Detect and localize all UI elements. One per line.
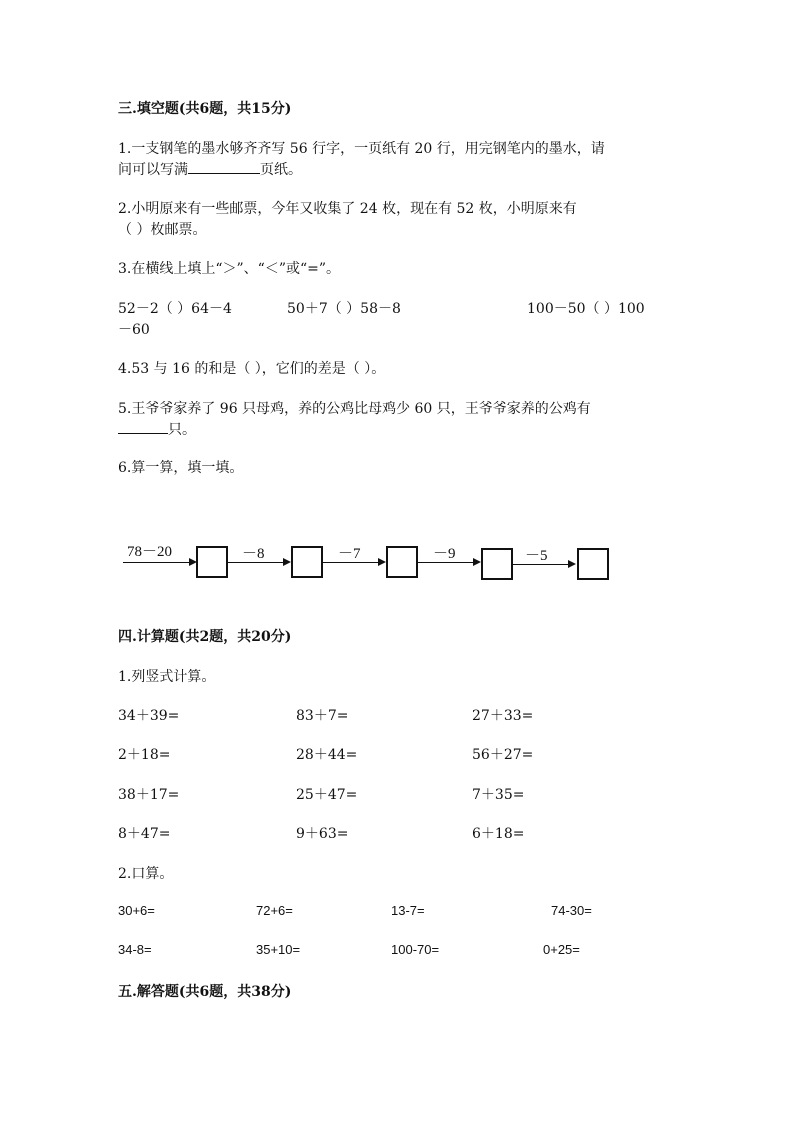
mental-item: 35+10= [256, 942, 301, 957]
q5-line1: 5.王爷爷家养了 96 只母鸡，养的公鸡比母鸡少 60 只，王爷爷家养的公鸡有 [118, 401, 591, 417]
q1-line2-suffix: 页纸。 [260, 162, 302, 178]
q1-line1: 1.一支钢笔的墨水够齐齐写 56 行字，一页纸有 20 行，用完钢笔内的墨水，请 [118, 141, 605, 157]
q1-line2-prefix: 问可以写满 [118, 162, 188, 178]
mental-item: 74-30= [551, 903, 592, 918]
chain-arrow [123, 562, 195, 563]
calc-item: 56＋27= [472, 747, 534, 763]
chain-start-expression: 78－20 [127, 544, 173, 560]
answer-box [291, 546, 323, 578]
mental-item: 34-8= [118, 942, 152, 957]
chain-arrow [418, 562, 479, 563]
mental-item: 30+6= [118, 903, 155, 918]
chain-arrow [513, 564, 574, 565]
calc-item: 25＋47= [296, 787, 358, 803]
q5-line2 [118, 419, 196, 439]
s4-q2-title: 2.口算。 [118, 866, 174, 882]
mental-item: 72+6= [256, 903, 293, 918]
answer-blank [118, 432, 168, 434]
section4-title: 四.计算题(共2题，共20分) [118, 629, 292, 645]
answer-box [196, 546, 228, 578]
calc-item: 83＋7= [296, 708, 349, 724]
chain-op: －8 [242, 546, 265, 562]
s4-q1-title: 1.列竖式计算。 [118, 669, 216, 685]
q2-line1: 2.小明原来有一些邮票，今年又收集了 24 枚，现在有 52 枚，小明原来有 [118, 201, 577, 217]
calc-item: 38＋17= [118, 787, 180, 803]
calc-item: 8＋47= [118, 826, 171, 842]
q3-item-3: 100－50（ ）100 [527, 301, 645, 317]
answer-box [481, 548, 513, 580]
chain-arrow [323, 562, 384, 563]
section5-title: 五.解答题(共6题，共38分) [118, 984, 292, 1000]
q5-line2-suffix: 只。 [168, 422, 196, 438]
chain-arrow [228, 562, 289, 563]
q3-item-3-wrap: －60 [118, 322, 150, 338]
q2-line2: （ ）枚邮票。 [118, 222, 207, 238]
calc-item: 7＋35= [472, 787, 525, 803]
calc-item: 27＋33= [472, 708, 534, 724]
answer-box [386, 546, 418, 578]
calc-item: 34＋39= [118, 708, 180, 724]
chain-op: －9 [433, 546, 456, 562]
mental-item: 0+25= [543, 942, 580, 957]
mental-item: 100-70= [391, 942, 440, 957]
q3-line1: 3.在横线上填上“＞”、“＜”或“=”。 [118, 261, 341, 277]
mental-item: 13-7= [391, 903, 425, 918]
answer-box [577, 548, 609, 580]
chain-op: －7 [338, 546, 361, 562]
q6-line1: 6.算一算，填一填。 [118, 460, 244, 476]
q1-line2 [118, 159, 302, 179]
calc-item: 9＋63= [296, 826, 349, 842]
section3-title: 三.填空题(共6题，共15分) [118, 101, 292, 117]
q4-line1: 4.53 与 16 的和是（ ），它们的差是（ ）。 [118, 361, 386, 377]
calc-item: 2＋18= [118, 747, 171, 763]
q3-item-2: 50＋7（ ）58－8 [287, 301, 401, 317]
chain-op: －5 [525, 548, 548, 564]
q3-item-1: 52－2（ ）64－4 [118, 301, 232, 317]
calc-item: 6＋18= [472, 826, 525, 842]
answer-blank [188, 172, 260, 174]
calc-item: 28＋44= [296, 747, 358, 763]
